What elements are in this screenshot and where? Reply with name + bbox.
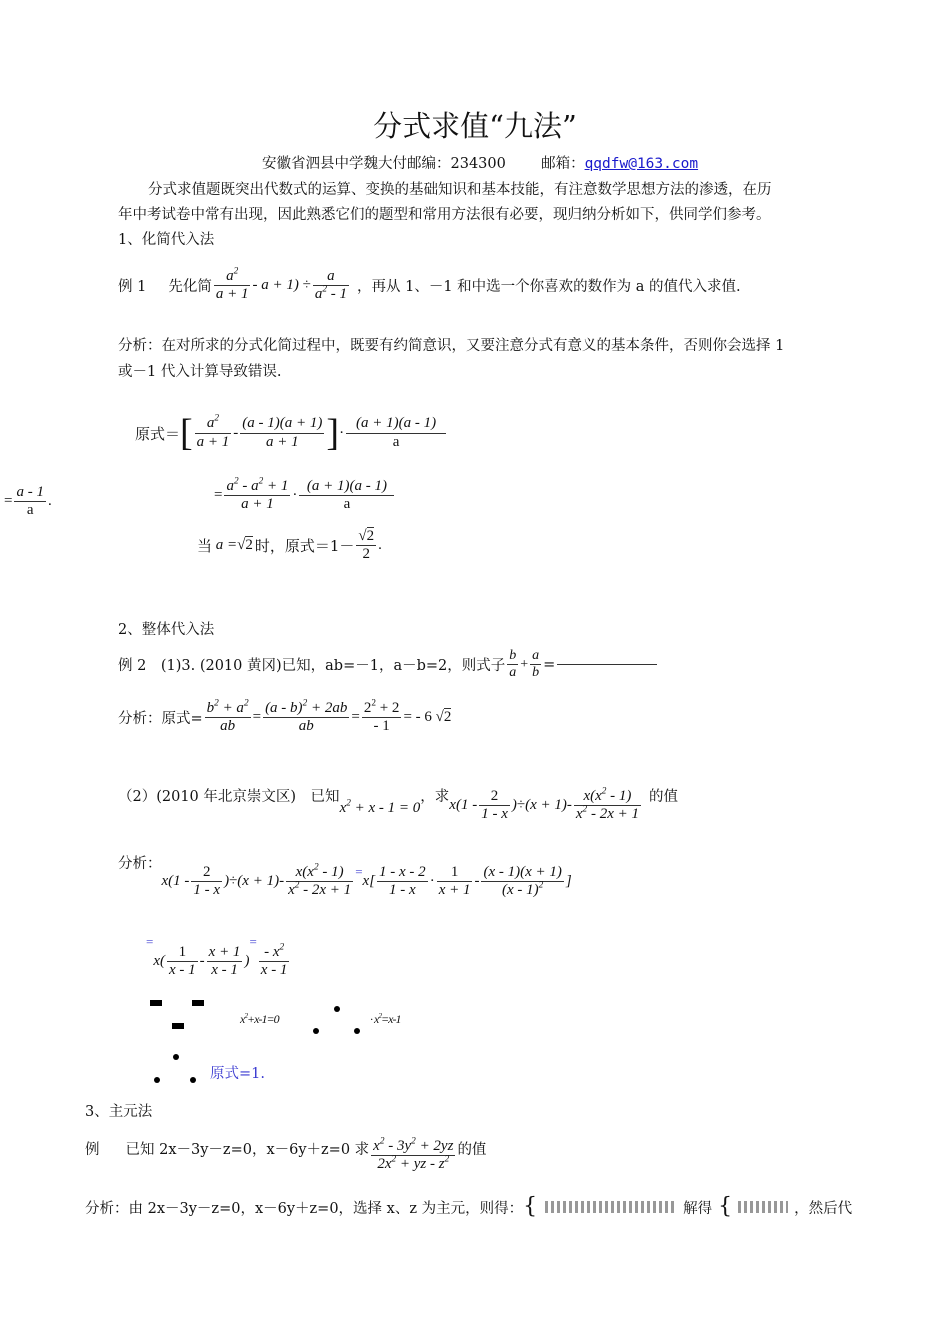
intro-line-2: 年中考试卷中常有出现，因此熟悉它们的题型和常用方法很有必要，现归纳分析如下，供同学们参考。 xyxy=(118,207,771,223)
part-2-end: 的值 xyxy=(648,789,678,806)
email-link[interactable]: qqdfw@163.com xyxy=(584,156,699,172)
derivation-step-2: = $\frac{a^2 - a^2 + 1}{a + 1}$ · $\frac{(a + 1)(a - 1)}{a}$ xyxy=(214,478,396,514)
analysis-2b-label: 分析： xyxy=(118,856,162,872)
since-symbol-mark xyxy=(150,1000,162,1006)
yuanshi-label: 原式＝ xyxy=(135,424,181,443)
when-label: 当 xyxy=(197,537,213,556)
example-2: 例 2 (1)3. (2010 黄冈)已知，ab=－1，a－b=2，则式子 $\frac{b}{a}$ + $\frac{a}{b}$ = xyxy=(118,648,657,681)
example-1-formula: $\frac{a^2}{a + 1}$ - a + 1) ÷ $\frac{a}{a^2 - 1}$ xyxy=(215,266,347,303)
derivation-result: = $\frac{a - 1}{a}$ . xyxy=(4,484,52,519)
example-3-text: 已知 2x－3y－z=0，x－6y＋z=0 求 xyxy=(125,1142,370,1158)
part-2-label: （2）(2010 年北京崇文区) 已知 xyxy=(118,789,340,806)
therefore-equation: · $x^2=x-1$ xyxy=(370,1010,401,1026)
example-3-end: 的值 xyxy=(457,1142,487,1158)
substitution-line: 当 a = √2 时，原式＝1－ $\frac{√2}{2}$ . xyxy=(197,528,382,563)
derivation-step-1: 原式＝ [ $\frac{a^2}{a + 1}$ - $\frac{(a - 1)(a + 1)}{a + 1}$ ] · $\frac{(a + 1)(a - 1)}{a}$ xyxy=(135,414,448,452)
system-brace-2: { xyxy=(718,1194,733,1219)
analysis-2b-step: = x( $\frac{1}{x - 1}$ - $\frac{x + 1}{x - 1}$ ) = $\frac{- x^2}{x - 1}$ xyxy=(146,934,288,979)
then-label: ，然后代 xyxy=(794,1200,853,1217)
therefore-symbol-mark xyxy=(313,1028,319,1034)
section-2-heading: 2、整体代入法 xyxy=(118,622,215,638)
garbled-system-2 xyxy=(738,1201,788,1213)
example-1-pre: 先化简 xyxy=(168,279,212,296)
analysis-3-text: 分析：由 2x－3y－z=0，x－6y＋z=0，选择 x、z 为主元，则得： xyxy=(85,1200,524,1217)
since-equation: $x^2+x-1=0$ xyxy=(240,1010,279,1026)
therefore-symbol-mark xyxy=(354,1028,360,1034)
analysis-1-line-2: 或－1 代入计算导致错误. xyxy=(118,364,282,380)
example-2-part-2: （2）(2010 年北京崇文区) 已知 $x^2 + x - 1 = 0$ ，求 x(1 - $\frac{2}{1 - x}$ ) ÷ (x + 1) - $\frac{x(x^2 - 1)}{x^2 - 2x + 1}$ 的值 xyxy=(118,786,678,823)
analysis-3 xyxy=(85,1196,852,1218)
email-label: 邮箱： xyxy=(541,156,585,172)
therefore-symbol-mark xyxy=(154,1077,160,1083)
since-symbol-mark xyxy=(192,1000,204,1006)
system-brace-1: { xyxy=(523,1194,538,1219)
analysis-2b: 分析： x(1 - $\frac{2}{1 - x}$ ) ÷ (x + 1) - $\frac{x(x^2 - 1)}{x^2 - 2x + 1}$ = x[ $\frac{1 - x - 2}{1 - x}$ · $\frac{1}{x + 1}$ - $\frac{(x - 1)(x + 1)}{(x - 1)^2}$ ] xyxy=(118,852,572,900)
author-label: 安徽省泗县中学魏大付邮编：234300 xyxy=(262,156,506,172)
page-title: 分式求值“九法” xyxy=(373,109,577,143)
therefore-symbol-mark xyxy=(173,1054,179,1060)
byline xyxy=(262,152,698,173)
analysis-1-line-1: 分析：在对所求的分式化简过程中，既要有约简意识，又要注意分式有意义的基本条件，否则你会选择 1 xyxy=(118,338,785,354)
example-3: 例 已知 2x－3y－z=0，x－6y＋z=0 求 $\frac{x^2 - 3y^2 + 2yz}{2x^2 + yz - z^2}$ 的值 xyxy=(85,1136,487,1173)
section-1-heading: 1、化简代入法 xyxy=(118,232,215,248)
therefore-symbol-mark xyxy=(334,1006,340,1012)
section-3-heading: 3、主元法 xyxy=(85,1104,153,1120)
garbled-system-1 xyxy=(545,1201,675,1213)
example-2-text: 例 2 (1)3. (2010 黄冈)已知，ab=－1，a－b=2，则式子 xyxy=(118,658,506,675)
example-3-label: 例 xyxy=(85,1142,100,1158)
solve-label: 解得 xyxy=(683,1200,713,1217)
therefore-symbol-mark xyxy=(190,1077,196,1083)
example-1-label: 例 1 xyxy=(118,279,147,296)
intro-line-1: 分式求值题既突出代数式的运算、变换的基础知识和基本技能，有注意数学思想方法的渗透，在历 xyxy=(148,182,772,198)
analysis-2-line: 分析：原式= $\frac{b^2 + a^2}{ab}$ = $\frac{(a - b)^2 + 2ab}{ab}$ = $\frac{2^2 + 2}{- 1}$ = - 6 √2 xyxy=(118,698,452,735)
result-text: 原式=1. xyxy=(210,1066,265,1082)
example-1-post: ，再从 1、－1 和中选一个你喜欢的数作为 a 的值代入求值. xyxy=(356,279,741,296)
shi-label: 时，原式＝1－ xyxy=(254,537,355,556)
part-2-mid: ，求 xyxy=(420,789,450,806)
analysis-2-label: 分析：原式= xyxy=(118,711,203,728)
answer-blank xyxy=(557,664,657,665)
example-1 xyxy=(118,268,741,304)
since-symbol-mark xyxy=(172,1023,184,1029)
